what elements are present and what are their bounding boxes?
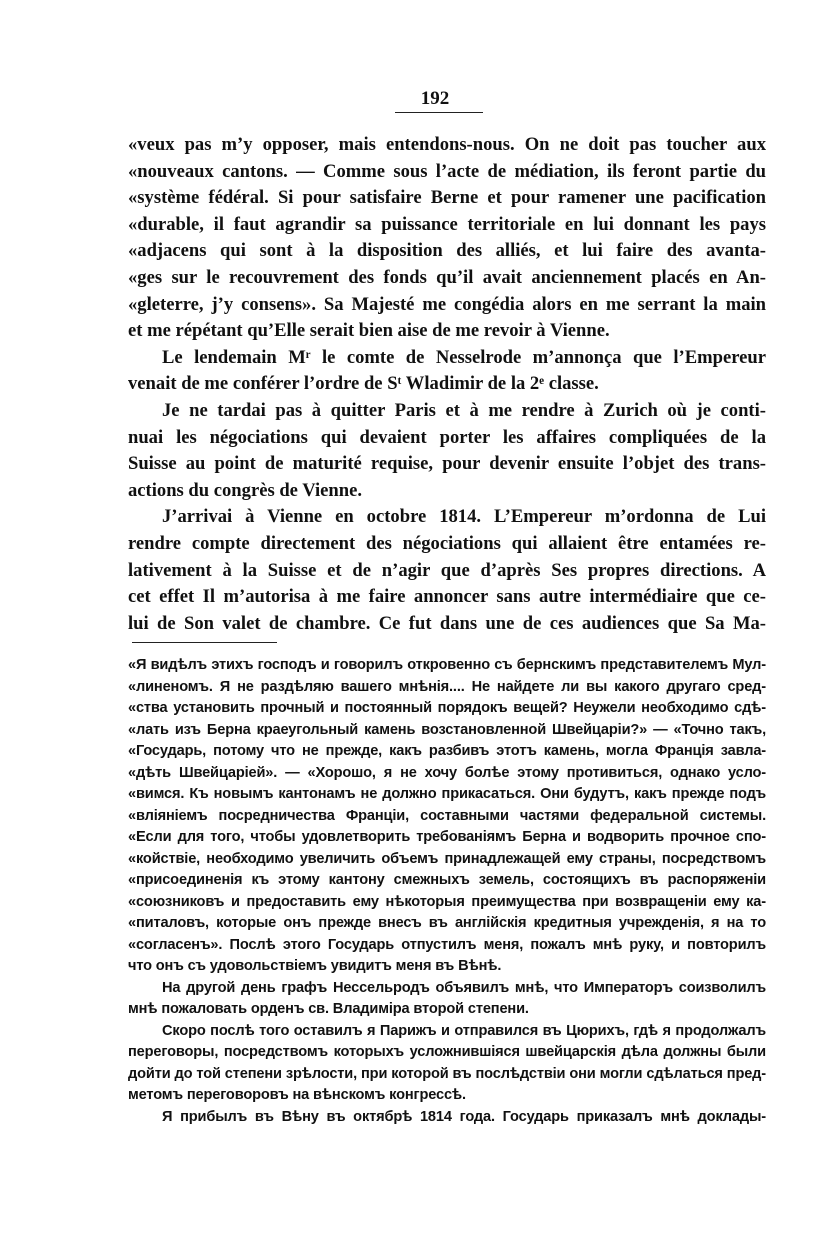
footnote-line: «Государь, потому что не прежде, какъ разбивъ этотъ камень, могла Франція завла-	[128, 743, 766, 759]
text-line: actions du congrès de Vienne.	[128, 479, 362, 501]
footnote-line: «линеномъ. Я не раздѣляю вашего мнѣнія.... Не найдете ли вы какого другаго сред-	[128, 678, 766, 695]
paragraph-start: J’arrivai à Vienne en octobre 1814. L’Empereur m’ordonna de Lui	[162, 506, 766, 528]
footnote-paragraph-start: Скоро послѣ того оставилъ я Парижъ и отправился въ Цюрихъ, гдѣ я продолжалъ	[162, 1022, 766, 1039]
paragraph-start: Le lendemain Mʳ le comte de Nesselrode m’annonça que l’Empereur	[162, 346, 766, 368]
footnote-separator	[132, 642, 277, 643]
footnote-line: «ства установить прочный и постоянный порядокъ вещей? Неужели необходимо сдѣ-	[128, 700, 766, 716]
page-number-rule	[395, 112, 483, 113]
footnote-line: мнѣ пожаловать орденъ св. Владиміра второй степени.	[128, 1001, 529, 1017]
text-line: cet effet Il m’autorisa à me faire annoncer sans autre intermédiaire que ce-	[128, 586, 766, 608]
text-line: lui de Son valet de chambre. Ce fut dans une de ces audiences que Sa Ma-	[128, 612, 766, 634]
text-line: rendre compte directement des négociations qui allaient être entamées re-	[128, 532, 766, 554]
footnote-line: «койствіе, необходимо увеличить объемъ принадлежащей ему страны, посредствомъ	[128, 850, 766, 867]
text-line: «nouveaux cantons. — Comme sous l’acte de médiation, ils feront partie du	[128, 160, 766, 182]
footnote-line: «питаловъ, которые онъ прежде внесъ въ англійскія кредитныя учрежденія, я на то	[128, 915, 766, 931]
text-line: «adjacens qui sont à la disposition des alliés, et lui faire des avanta-	[128, 240, 766, 262]
footnote-line: «Если для того, чтобы удовлетворить требованіямъ Берна и водворить прочное спо-	[128, 829, 766, 845]
footnote-line: «вимся. Къ новымъ кантонамъ не должно прикасаться. Они будутъ, какъ прежде подъ	[128, 786, 766, 802]
text-line: «système fédéral. Si pour satisfaire Berne et pour ramener une pacification	[128, 187, 766, 209]
footnote-line: «присоединенія къ этому кантону смежныхъ земель, состоящихъ въ распоряженіи	[128, 872, 766, 888]
text-line: Suisse au point de maturité requise, pour devenir ensuite l’objet des trans-	[128, 453, 766, 475]
paragraph-start: Je ne tardai pas à quitter Paris et à me rendre à Zurich où je conti-	[162, 399, 766, 421]
footnote-russian	[128, 655, 766, 1128]
footnote-line: «союзниковъ и предоставить ему нѣкоторыя преимущества при возвращеніи ему ка-	[128, 893, 766, 910]
text-line: lativement à la Suisse et de n’agir que d’après Ses propres directions. A	[128, 559, 766, 581]
text-line: et me répétant qu’Elle serait bien aise de me revoir à Vienne.	[128, 320, 610, 342]
text-line: «durable, il faut agrandir sa puissance territoriale en lui donnant les pays	[128, 213, 766, 235]
footnote-line: «лать изъ Берна краеугольный камень возстановленной Швейцаріи?» — «Точно такъ,	[128, 721, 766, 738]
footnote-paragraph-start: Я прибылъ въ Вѣну въ октябрѣ 1814 года. Государь приказалъ мнѣ доклады-	[162, 1108, 766, 1125]
footnote-line: метомъ переговоровъ на вѣнскомъ конгрессѣ.	[128, 1087, 466, 1103]
footnote-line: «согласенъ». Послѣ этого Государь отпустилъ меня, пожалъ мнѣ руку, и повторилъ	[128, 936, 766, 953]
footnote-line: «вліяніемъ посредничества Франціи, составными частями федеральной системы.	[128, 807, 766, 824]
main-text-french	[128, 132, 766, 637]
text-line: «veux pas m’y opposer, mais entendons-nous. On ne doit pas toucher aux	[128, 134, 766, 155]
text-line: «gleterre, j’y consens». Sa Majesté me congédia alors en me serrant la main	[128, 293, 766, 315]
footnote-line: переговоры, посредствомъ которыхъ усложнившіяся швейцарскія дѣла должны были	[128, 1044, 766, 1060]
text-line: «ges sur le recouvrement des fonds qu’il avait anciennement placés en An-	[128, 266, 766, 288]
text-line: venait de me conférer l’ordre de Sᵗ Wladimir de la 2ᵉ classe.	[128, 373, 599, 395]
footnote-line: дойти до той степени зрѣлости, при которой въ послѣдствіи они могли сдѣлаться пред-	[128, 1065, 766, 1082]
footnote-line: «дѣть Швейцаріей». — «Хорошо, я не хочу болѣе этому противиться, однако усло-	[128, 764, 766, 781]
text-line: nuai les négociations qui devaient porter les affaires compliquées de la	[128, 426, 766, 448]
page-number: 192	[420, 88, 450, 109]
footnote-line: что онъ съ удовольствіемъ увидитъ меня въ Вѣнѣ.	[128, 958, 502, 974]
footnote-line: «Я видѣлъ этихъ господъ и говорилъ откровенно съ бернскимъ представителемъ Мул-	[128, 657, 766, 673]
footnote-paragraph-start: На другой день графъ Нессельродъ объявилъ мнѣ, что Императоръ соизволилъ	[162, 979, 766, 996]
